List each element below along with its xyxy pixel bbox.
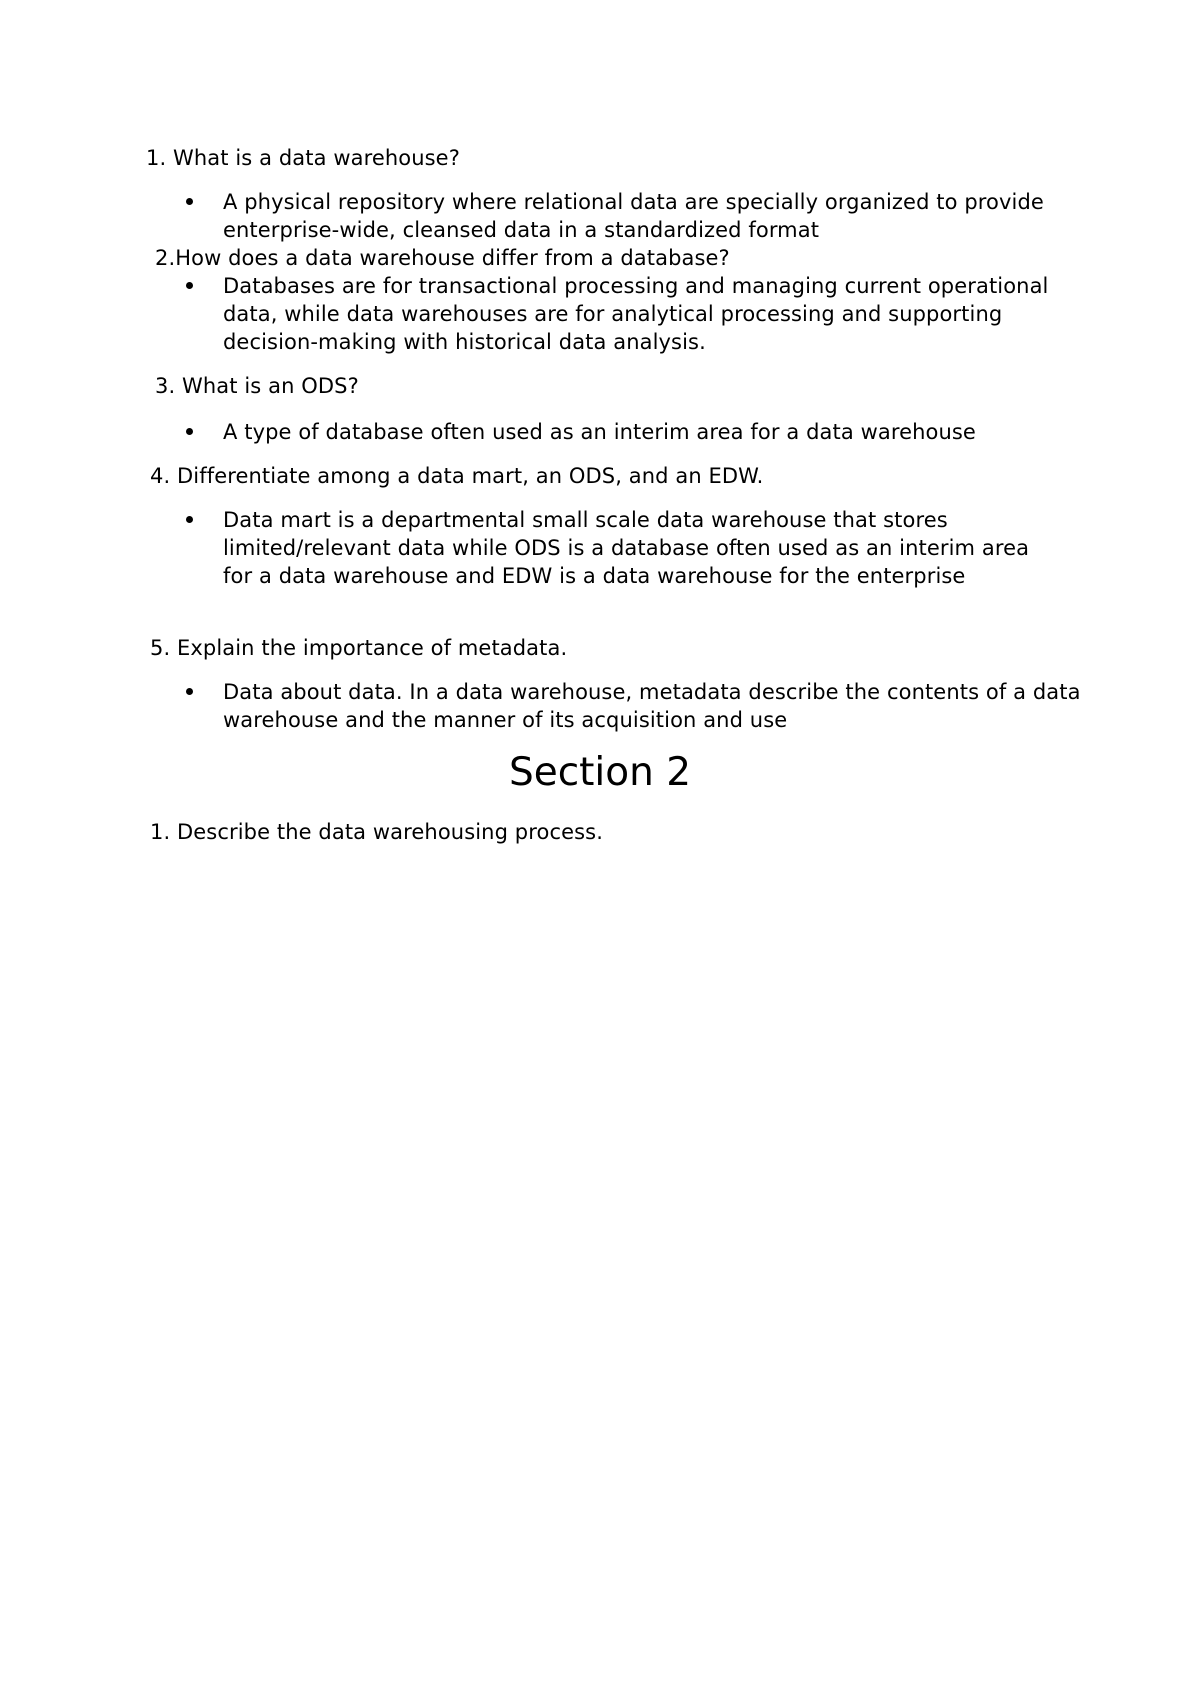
answer-2: Databases are for transactional processing and managing current operational data, while data warehouses are for analytical processing and supporting decision-making with historical data analysis. xyxy=(223,274,1049,354)
answer-5: Data about data. In a data warehouse, metadata describe the contents of a data warehouse and the manner of its acquisition and use xyxy=(223,680,1081,732)
bullet-icon xyxy=(184,506,196,518)
bullet-icon xyxy=(184,188,196,200)
question-2: 2.How does a data warehouse differ from a database? xyxy=(155,246,730,270)
question-3: 3. What is an ODS? xyxy=(155,374,359,398)
question-4: 4. Differentiate among a data mart, an ODS, and an EDW. xyxy=(150,464,764,488)
question-1: 1. What is a data warehouse? xyxy=(146,146,460,170)
bullet-icon xyxy=(184,418,196,430)
bullet-icon xyxy=(184,272,196,284)
question-5: 5. Explain the importance of metadata. xyxy=(150,636,568,660)
answer-4: Data mart is a departmental small scale data warehouse that stores limited/relevant data while ODS is a database often used as an interim area for a data warehouse and EDW is a data warehouse for the enterprise xyxy=(223,508,1030,588)
section-2-heading: Section 2 xyxy=(508,750,692,795)
answer-3: A type of database often used as an interim area for a data warehouse xyxy=(223,420,976,444)
answer-1: A physical repository where relational data are specially organized to provide enterprise-wide, cleansed data in a standardized format xyxy=(223,190,1044,242)
section-2-question-1: 1. Describe the data warehousing process. xyxy=(150,820,603,844)
bullet-icon xyxy=(184,678,196,690)
